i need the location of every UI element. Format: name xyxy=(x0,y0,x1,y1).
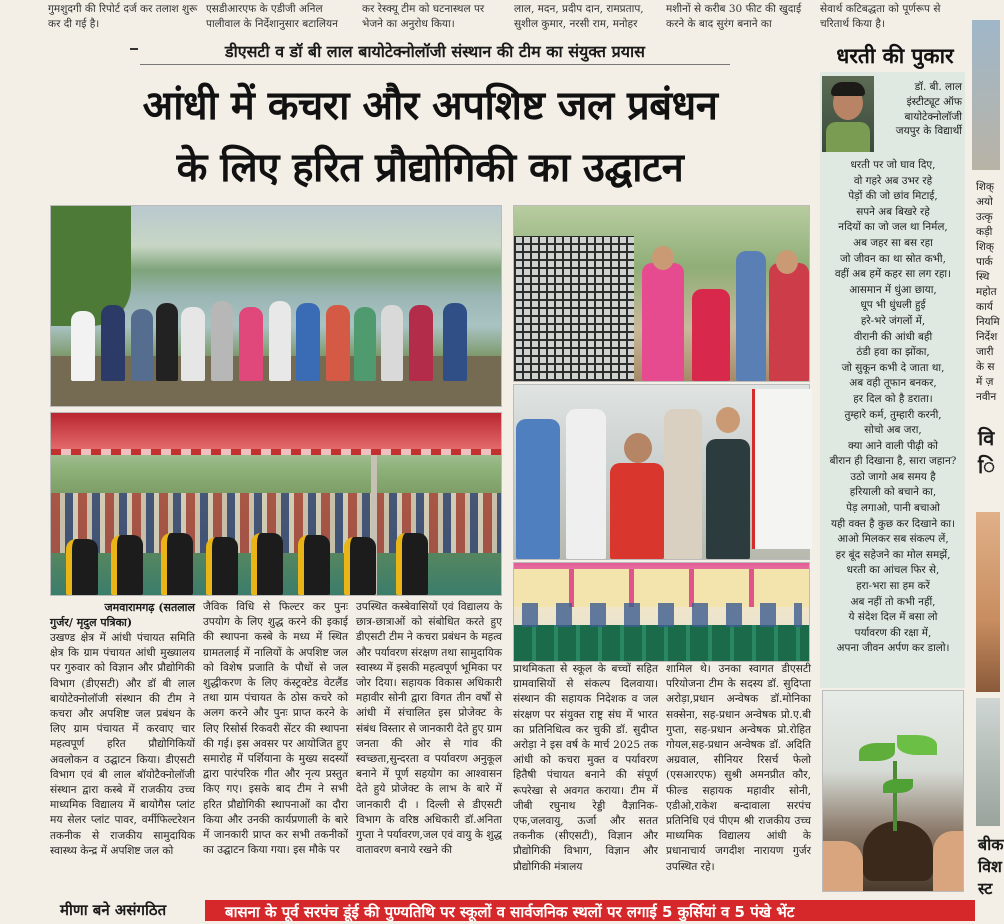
right-edge-fragment: कार्य xyxy=(976,301,993,313)
poem-line: सोचो अब जरा, xyxy=(864,424,922,437)
right-edge-fragment: निर्देश xyxy=(976,331,998,343)
headline-line-1: आंधी में कचरा और अपशिष्ट जल प्रबंधन xyxy=(142,83,718,129)
right-edge-fragment: नियमि xyxy=(976,316,1000,328)
top-strip-col4: लाल, मदन, प्रदीप दान, रामप्रताप, सुशील कुमार, नरसी राम, मनोहर xyxy=(514,3,644,30)
poem-line: हरा-भरा सा हम करें xyxy=(856,580,930,593)
poem-line: सपने अब बिखरे रहे xyxy=(856,205,930,218)
poem-line: यही वक्त है कुछ कर दिखाने का। xyxy=(830,517,956,530)
right-edge-fragment: नवीन xyxy=(976,391,997,403)
article-column-5: शामिल थे। उनका स्वागत डीएसटी परियोजना टीम के सदस्य डॉ. सुदिप्ता अरोड़ा,प्रधान अन्वेषक डॉ.मोनिका सक्सेना, सह-प्रधान अन्वेषक प्रो.ए.बी गुप्ता, सह-प्रधान अन्वेषक प्रो.रोहित गोयल,सह-प्रधान अन्वेषक डॉ. अदिति अग्रवाल, सीनियर रिसर्च फेलो (एसआरएफ) सुश्री अमनप्रीत कौर, फील्ड सहायक महावीर सोनी, एडीओ,राकेश बन्दावाला सरपंच प्रतिनिधि एवं पीएम श्री राजकीय उच्च माध्यमिक विद्यालय आंधी के प्रधानाचार्य जगदीश नारायण गुर्जर उपस्थित रहे। xyxy=(666,663,811,873)
kicker-underline xyxy=(140,64,730,65)
poem-line: पर्यावरण की रक्षा में, xyxy=(854,626,932,639)
right-edge-column xyxy=(976,180,1000,420)
top-strip-col6: सेवार्थ कटिबद्धता को पूर्णरूप से चरितार्थ किया है। xyxy=(820,3,941,30)
poem-line: अब नहीं तो कभी नहीं, xyxy=(850,595,936,608)
poem-text xyxy=(822,158,964,686)
kicker-rule-left xyxy=(130,48,138,50)
right-edge-fragment: शिक् xyxy=(976,181,994,193)
article-column-1: उखण्ड क्षेत्र में आंधी पंचायत समिति क्षेत्र कि ग्राम पंचायत आंधी मुख्यालय पर गुरुवार को विज्ञान और प्रौद्योगिकी विभाग (डीएसटी) और डॉ बी लाल बायोटेक्नोलॉजी संस्थान की टीम ने कचरा और अपशिष्ट जल प्रबंधन के लिए ग्राम पंचायत में करवाए चार महत्वपूर्ण हरित प्रौद्योगिकियों अवलोकन व उद्घाटन किया। डीएसटी विभाग एवं बी लाल बॉयोटैक्नोलॉजी संस्थान द्वारा कस्बे में राजकीय उच्च माध्यमिक विद्यालय में बायोगैस प्लांट मय सेलर प्लांट पावर, वर्मीफिल्टरेशन तकनीक से राजकीय सामुदायिक स्वास्थ्य केन्द्र में अपशिष्ट जल को xyxy=(50,632,195,857)
poem-line: आसमान में धुंआ छाया, xyxy=(849,283,937,296)
photo-ribbon-cutting-filter xyxy=(513,205,810,382)
top-strip-col1: गुमशुदगी की रिपोर्ट दर्ज कर तलाश शुरू कर दी गई है। xyxy=(48,3,198,30)
poem-line: हरियाली को बचाने का, xyxy=(849,486,937,499)
poem-line: बीरान ही दिखाना है, सारा जहान? xyxy=(829,455,957,468)
poem-line: धूप भी धुंधली हुई xyxy=(860,299,926,312)
poem-line: जो जीवन का था स्रोत कभी, xyxy=(840,252,946,265)
footer-left-headline: मीणा बने असंगठित xyxy=(60,901,167,919)
article-column-2: जैविक विधि से फिल्टर कर पुनः उपयोग के लिए शुद्ध करने की इकाई की स्थापना कस्बे के मध्य में स्थित ग्रामतलाई में नालियों के अपशिष्ट जल को विशेष प्रजाति के पौधों से जल शुद्धीकरण के लिए कंस्ट्रक्टेड वेटलैंड तथा ग्राम पंचायत के ठोस कचरे को अलग करने और पुनः प्राप्त करने के लिए रिसोर्स रिकवरी सेंटर की स्थापना की गई। इस अवसर पर आयोजित हुए समारोह में पर्शियाना के मुख्य सदस्यों द्वारा पारंपरिक गीत और नृत्य प्रस्तुत किए गए। इसके बाद टीम ने सभी हरित प्रौद्योगिकी स्थापनाओं का दौरा किया और उनकी कार्यप्रणाली के बारे में जानकारी प्राप्त कर सभी तकनीकों का उद्घाटन किया गया। इस मौके पर xyxy=(203,601,348,857)
right-edge-fragment: महोत xyxy=(976,286,997,298)
right-edge-fragment: शिक् xyxy=(976,241,994,253)
poem-line: हर बूंद सहेजने का मोल समझें, xyxy=(835,548,951,561)
right-edge-fragment: के स xyxy=(976,361,995,373)
poem-line: ठंडी हवा का झोंका, xyxy=(856,346,930,359)
photo-stage-banners xyxy=(513,562,810,662)
poem-line: वीरानी की आंधी बही xyxy=(853,330,933,343)
poem-line: पेड़ों की जो छांव मिटाई, xyxy=(848,190,938,203)
right-edge-photo-mid xyxy=(976,512,1000,692)
right-edge-fragment: उत्कृ xyxy=(976,211,993,223)
photo-group-at-pond xyxy=(50,205,502,407)
headline-line-2: के लिए हरित प्रौद्योगिकी का उद्घाटन xyxy=(176,145,684,191)
right-edge-photo-top xyxy=(972,20,1000,170)
poem-line: नदियों का जो जल था निर्मल, xyxy=(838,221,948,234)
right-edge-fragment: स्थि xyxy=(976,271,990,283)
poem-line: धरती पर जो घाव दिए, xyxy=(850,159,936,171)
poem-line: ये संदेश दिल में बसा लो xyxy=(848,611,938,624)
poem-line: क्या आने वाली पीढ़ी को xyxy=(848,439,938,452)
poem-line: वो गहरे अब उभर रहे xyxy=(853,174,933,187)
poem-line: पेड़ लगाओ, पानी बचाओ xyxy=(846,502,940,515)
photo-seedling-in-hands xyxy=(822,690,964,892)
article-kicker: डीएसटी व डॉ बी लाल बायोटेक्नोलॉजी संस्थान की टीम का संयुक्त प्रयास xyxy=(225,42,645,61)
poem-line: जो सुकून कभी दे जाता था, xyxy=(841,361,945,374)
article-column-3: उपस्थित कस्बेवासियों एवं विद्यालय के छात्र-छात्राओं को संबोधित करते हुए डीएसटी टीम ने कचरा प्रबंधन के महत्व और पर्यावरण संरक्षण तथा सामुदायिक स्वास्थ्य में इसकी महत्वपूर्ण भूमिका पर जोर दिया। सहायक विकास अधिकारी महावीर सोनी द्वारा विगत तीन वर्षों से आंधी में संचालित इस प्रोजेक्ट के संबंध विस्तार से जानकारी देते हुए ग्राम जनता की ओर से गांव की स्वच्छता,सुन्दरता व पर्यावरण अनुकूल बनाने में पूर्ण सहयोग का आश्वासन देते हुये प्रोजेक्ट के लाभ के बारे में जानकारी दी । दिल्ली से डीएसटी विभाग के वरिष्ठ अधिकारी डॉ.अनिता गुप्ता ने पर्यावरण,जल एवं वायु के शुद्ध वातावरण बनाये रखने की xyxy=(356,601,502,857)
author-photo xyxy=(822,76,874,152)
right-edge-fragment: जारी xyxy=(976,346,994,358)
right-edge-heading: वि ि xyxy=(978,426,996,478)
poem-line: अब वही तूफान बनकर, xyxy=(849,377,937,390)
right-edge-fragment: में ज़ xyxy=(976,376,994,388)
poem-line: अब जहर सा बस रहा xyxy=(853,236,933,249)
right-edge-bottom-heading: बीक विश स्ट xyxy=(978,835,1004,898)
poem-line: धरती का आंचल फिर से, xyxy=(846,564,940,577)
poem-line: अपना जीवन अर्पण कर डालो। xyxy=(836,642,950,655)
byline-place: जमवारामगढ़ (सतलाल xyxy=(104,601,195,614)
author-name: डॉ. बी. लाल xyxy=(914,81,962,93)
photo-tent-gathering xyxy=(50,412,502,596)
footer-red-band: बासना के पूर्व सरपंच डूंई की पुण्यतिथि पर स्कूलों व सार्वजनिक स्थलों पर लगाई 5 कुर्सियां व 5 पंखे भेंट xyxy=(205,900,975,921)
author-affiliation: इंस्टीट्यूट ऑफ बायोटेक्नोलॉजी जयपुर के विद्यार्थी xyxy=(895,96,962,137)
top-strip-col3: कर रेस्क्यू टीम को घटनास्थल पर भेजने का अनुरोध किया। xyxy=(362,3,485,30)
poem-line: हर दिल को है डराता। xyxy=(853,392,933,405)
top-strip-col2: एसडीआरएफ के एडीजी अनिल पालीवाल के निर्देशानुसार बटालियन xyxy=(206,3,338,30)
photo-inauguration-plaque xyxy=(513,384,810,560)
right-edge-fragment: पार्क xyxy=(976,256,993,268)
byline-reporters: गुर्जर/ मृदुल पत्रिका) xyxy=(50,616,133,629)
poem-line: हरे-भरे जंगलों में, xyxy=(860,314,926,327)
poem-line: उठो जागो अब समय है xyxy=(850,470,936,483)
top-strip-col5: मशीनों से करीब 30 फीट की खुदाई करने के बाद सुरंग बनाने का xyxy=(666,3,802,30)
poem-section-title: धरती की पुकार xyxy=(836,44,954,68)
poem-line: तुम्हारे कर्म, तुम्हारी करनी, xyxy=(844,408,942,421)
article-column-4: प्राथमिकता से स्कूल के बच्चों सहित ग्रामवासियों से संकल्प दिलवाया। संस्थान की सहायक निदेशक व जल संरक्षण पर संयुक्त राष्ट्र संघ में भारत का प्रतिनिधित्व कर चुकी डॉ. सुदीप्त अरोड़ा ने इस वर्ष के मार्च 2025 तक आंधी को कचरा मुक्त व पर्यावरण हितैषी पंचायत बनाने की संपूर्ण रूपरेखा से अवगत कराया। टीम में जीबी रघुनाथ रेड्डी वैज्ञानिक-एफ,जलवायु, ऊर्जा और सतत तकनीक (सीएसटी), विज्ञान और प्रौद्योगिकी विभाग, विज्ञान और प्रौद्योगिकी मंत्रालय xyxy=(513,663,658,873)
poem-line: आओ मिलकर सब संकल्प लें, xyxy=(837,533,949,546)
poem-line: वहीं अब हमें कहर सा लग रहा। xyxy=(834,268,952,281)
right-edge-fragment: अयो xyxy=(976,196,993,208)
right-edge-fragment: कड़ी xyxy=(976,226,993,238)
right-edge-photo-low xyxy=(976,698,1000,826)
